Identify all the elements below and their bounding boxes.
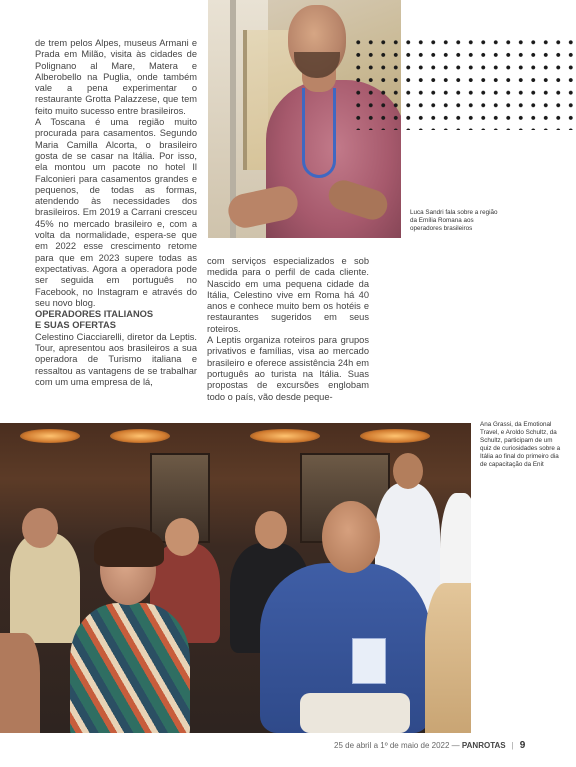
footer-separator: | [511,741,514,750]
section-heading-line-1: OPERADORES ITALIANOS [35,309,154,320]
body-paragraph: de trem pelos Alpes, museus Armani e Prada em Milão, visita às cidades de Polignano al Mare, Matera e Alberobello na Puglia, onde também vale a pena experimentar o restaurante Grotta Palazzese, que tem feito muito sucesso entre brasileiros. [35,38,197,116]
publication-name: PANROTAS [461,741,506,750]
article-column-1 [35,38,197,388]
body-paragraph: A Toscana é uma região muito procurada para casamentos. Segundo Maria Camilla Alcorta, o brasileiro gosta de se casar na Itália. Por isso, ela montou um pacote no hotel Il Falconieri para casamentos grandes e pequenos, de todas as formas, atendendo às necessidades dos brasileiros. Em 2019 a Carrani cresceu 45% no mercado brasileiro e, com a volta da normalidade, espera-se que em 2022 esse crescimento retome para que em 2023 supere todas as expectativas. Agora a operadora pode ser seguida em português no Facebook, no Instagram e através do seu novo blog. [35,117,197,308]
photo-caption-top: Luca Sandri fala sobre a região da Emília Romana aos operadores brasileiros [410,209,498,232]
page-footer [334,740,525,751]
section-heading [35,309,197,332]
page-number: 9 [519,740,526,751]
body-paragraph: A Leptis organiza roteiros para grupos privativos e famílias, visa ao mercado brasileiro e oferece assistência 24h em português ao turista na Itália. Suas propostas de excursões englobam todo o país, vão desde peque- [207,335,369,402]
body-paragraph: com serviços especializados e sob medida para o perfil de cada cliente. Nascido em uma pequena cidade da Itália, Celestino vive em Roma há 40 anos e conhece muito bem os hotéis e restaurantes sugeridos em seus roteiros. [207,256,369,334]
issue-date: 25 de abril a 1º de maio de 2022 — [334,741,462,750]
body-paragraph: Celestino Ciacciarelli, diretor da Leptis. Tour, apresentou aos brasileiros a sua operadora de Turismo italiana e ressaltou as vantagens de se trabalhar com um uma empresa de lá, [35,331,197,387]
section-heading-line-2: E SUAS OFERTAS [35,320,116,331]
photo-caption-bottom: Ana Grassi, da Emotional Travel, e Aroldo Schultz, da Schultz, participam de um quiz de curiosidades sobre a Itália ao final do primeiro dia de capacitação da Enit [480,421,561,468]
decorative-dot-pattern [352,36,576,130]
event-photo [0,423,471,733]
article-column-2 [207,256,369,403]
